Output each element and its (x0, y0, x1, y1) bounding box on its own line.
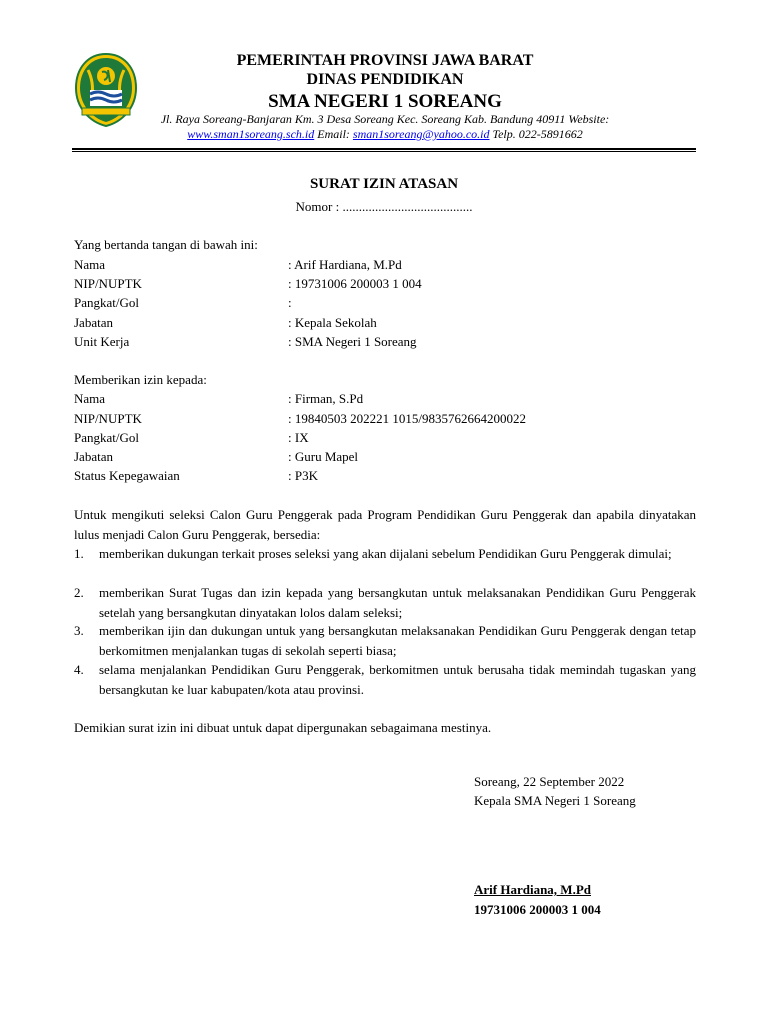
field-value: : Firman, S.Pd (288, 391, 364, 406)
field-label: Pangkat/Gol (74, 295, 139, 310)
field-value: : (288, 295, 292, 310)
list-item: memberikan Surat Tugas dan izin kepada yang bersangkutan untuk melaksanakan Pendidikan Guru Penggerak setelah yang bersangkutan dinyatakan lolos dalam seleksi; (99, 585, 696, 620)
letterhead-school: SMA NEGERI 1 SOREANG (268, 91, 502, 112)
letter-title: SURAT IZIN ATASAN (309, 176, 459, 192)
field-label: Unit Kerja (74, 334, 130, 349)
field-label: Nama (74, 391, 106, 406)
list-item-number: 2. (74, 585, 84, 600)
website-link[interactable]: www.sman1soreang.sch.id (187, 127, 315, 141)
field-value: : Kepala Sekolah (288, 315, 377, 330)
letterhead-address: Jl. Raya Soreang-Banjaran Km. 3 Desa Soreang Kec. Soreang Kab. Bandung 40911 Website: (160, 112, 610, 126)
letterhead-office: DINAS PENDIDIKAN (306, 71, 464, 88)
west-java-emblem-icon (74, 52, 138, 128)
list-item-number: 3. (74, 623, 84, 638)
field-label: Status Kepegawaian (74, 468, 180, 483)
field-value: : IX (288, 430, 309, 445)
section2-intro: Memberikan izin kepada: (74, 372, 207, 387)
signer-name: Arif Hardiana, M.Pd (474, 882, 591, 897)
field-value: : Arif Hardiana, M.Pd (288, 257, 402, 272)
field-label: Nama (74, 257, 106, 272)
field-label: NIP/NUPTK (74, 411, 142, 426)
list-item: memberikan ijin dan dukungan untuk yang bersangkutan melaksanakan Pendidikan Guru Penggerak dengan tetap berkomitmen menjalankan tugas di sekolah seperti biasa; (99, 623, 696, 658)
field-label: Jabatan (74, 449, 113, 464)
field-value: : Guru Mapel (288, 449, 359, 464)
field-value: : SMA Negeri 1 Soreang (288, 334, 417, 349)
list-item-number: 4. (74, 662, 84, 677)
body-paragraph: Untuk mengikuti seleksi Calon Guru Penggerak pada Program Pendidikan Guru Penggerak dan apabila dinyatakan lulus menjadi Calon Guru Penggerak, bersedia: (74, 507, 696, 542)
phone-text: Telp. 022-5891662 (489, 127, 583, 141)
field-value: : 19840503 202221 1015/9835762664200022 (288, 411, 526, 426)
list-item: memberikan dukungan terkait proses seleksi yang akan dijalani sebelum Pendidikan Guru Penggerak dimulai; (99, 546, 672, 561)
closing-sentence: Demikian surat izin ini dibuat untuk dapat dipergunakan sebagaimana mestinya. (74, 720, 492, 735)
letterhead-divider-thin (72, 151, 696, 152)
list-item: selama menjalankan Pendidikan Guru Penggerak, berkomitmen untuk berusaha tidak memindah tugaskan yang bersangkutan ke luar kabupaten/kota atau provinsi. (99, 662, 696, 697)
signer-nip: 19731006 200003 1 004 (474, 902, 601, 917)
letterhead-contacts (140, 127, 630, 142)
list-item-number: 1. (74, 546, 84, 561)
email-link[interactable]: sman1soreang@yahoo.co.id (352, 127, 490, 141)
signer-position: Kepala SMA Negeri 1 Soreang (474, 793, 636, 808)
province-logo (74, 52, 138, 128)
field-label: NIP/NUPTK (74, 276, 142, 291)
field-value: : 19731006 200003 1 004 (288, 276, 422, 291)
section1-intro: Yang bertanda tangan di bawah ini: (74, 237, 258, 252)
field-value: : P3K (288, 468, 318, 483)
field-label: Jabatan (74, 315, 113, 330)
letterhead-province: PEMERINTAH PROVINSI JAWA BARAT (236, 52, 534, 69)
email-label: Email: (314, 127, 353, 141)
field-label: Pangkat/Gol (74, 430, 139, 445)
letterhead-divider (72, 148, 696, 150)
place-date: Soreang, 22 September 2022 (474, 774, 625, 789)
letter-number: Nomor : ........................................ (295, 199, 473, 214)
